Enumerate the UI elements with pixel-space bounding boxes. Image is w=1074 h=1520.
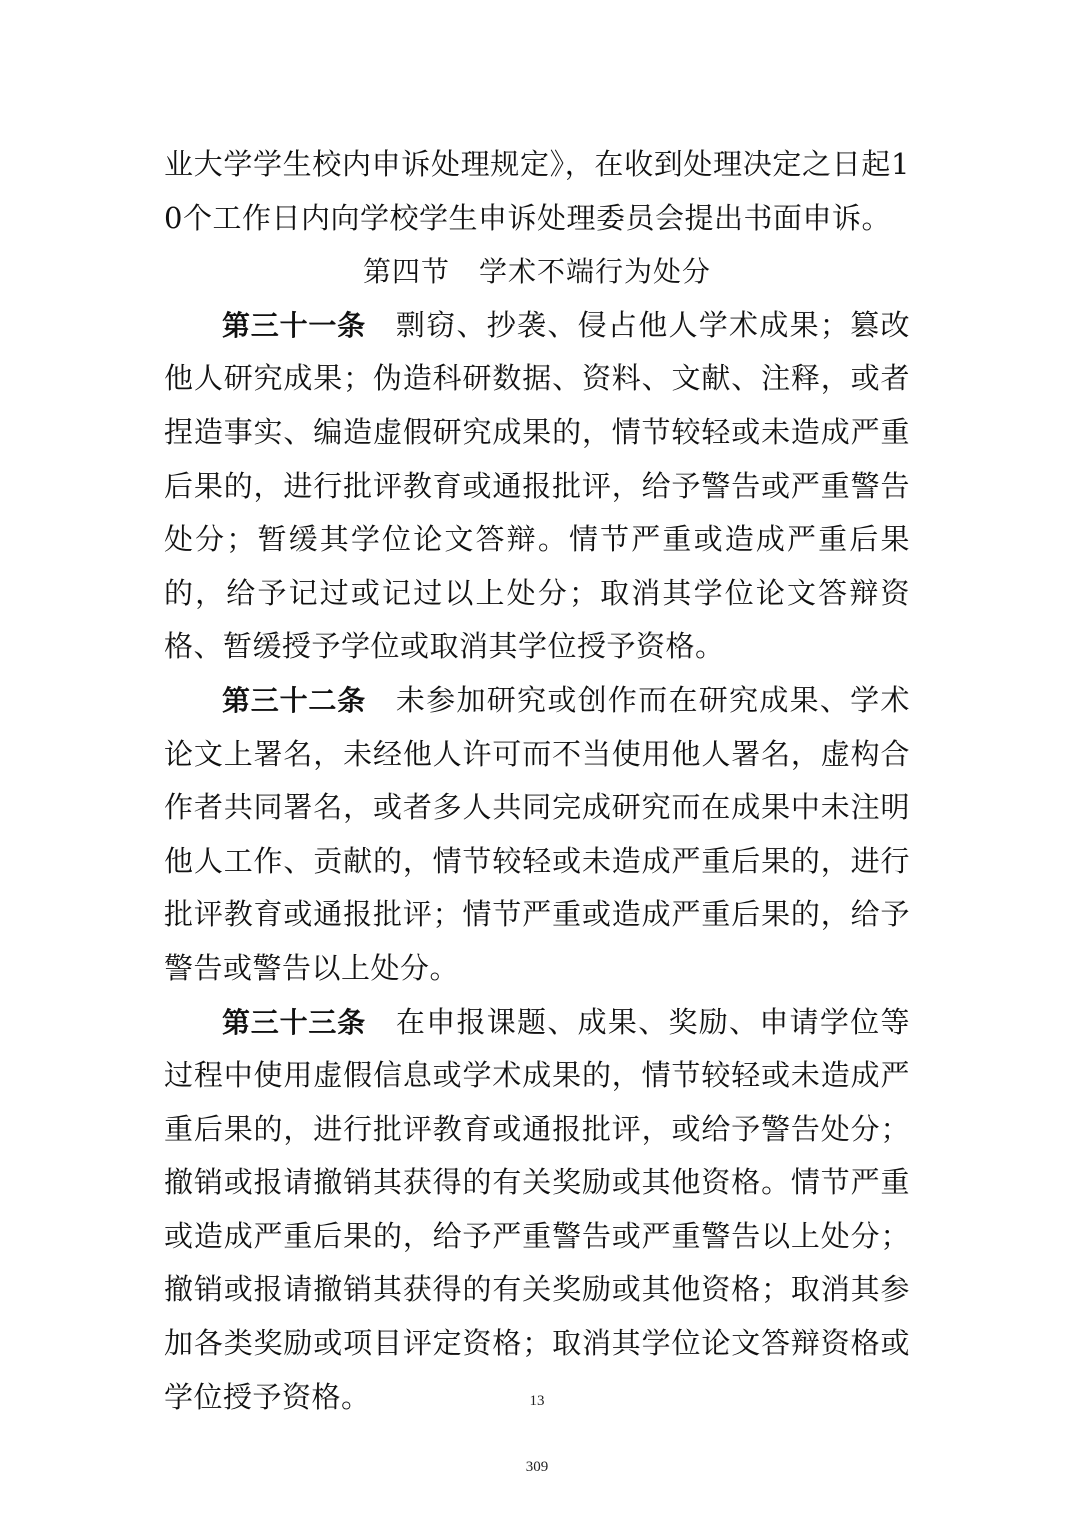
article-32	[164, 674, 910, 996]
document-body	[164, 138, 910, 1424]
article-text: 剽窃、抄袭、侵占他人学术成果；篡改他人研究成果；伪造科研数据、资料、文献、注释，或者捏造事实、编造虚假研究成果的，情节较轻或未造成严重后果的，进行批评教育或通报批评，给予警告或严重警告处分；暂缓其学位论文答辩。情节严重或造成严重后果的，给予记过或记过以上处分；取消其学位论文答辩资格、暂缓授予学位或取消其学位授予资格。	[164, 307, 910, 664]
page-number: 13	[529, 1393, 545, 1409]
article-number: 第三十一条	[222, 308, 366, 342]
article-33	[164, 996, 910, 1425]
continuation-paragraph: 业大学学生校内申诉处理规定》，在收到处理决定之日起10个工作日内向学校学生申诉处理委员会提出书面申诉。	[164, 147, 910, 235]
archive-page-number: 309	[525, 1459, 549, 1475]
article-number: 第三十三条	[222, 1005, 366, 1039]
article-31	[164, 299, 910, 674]
article-text: 在申报课题、成果、奖励、申请学位等过程中使用虚假信息或学术成果的，情节较轻或未造成严重后果的，进行批评教育或通报批评，或给予警告处分；撤销或报请撤销其获得的有关奖励或其他资格。情节严重或造成严重后果的，给予严重警告或严重警告以上处分；撤销或报请撤销其获得的有关奖励或其他资格；取消其参加各类奖励或项目评定资格；取消其学位论文答辩资格或学位授予资格。	[164, 1004, 910, 1414]
article-text: 未参加研究或创作而在研究成果、学术论文上署名，未经他人许可而不当使用他人署名，虚构合作者共同署名，或者多人共同完成研究而在成果中未注明他人工作、贡献的，情节较轻或未造成严重后果的，进行批评教育或通报批评；情节严重或造成严重后果的，给予警告或警告以上处分。	[164, 682, 910, 985]
article-number: 第三十二条	[222, 683, 366, 717]
section-title: 第四节 学术不端行为处分	[362, 255, 711, 289]
